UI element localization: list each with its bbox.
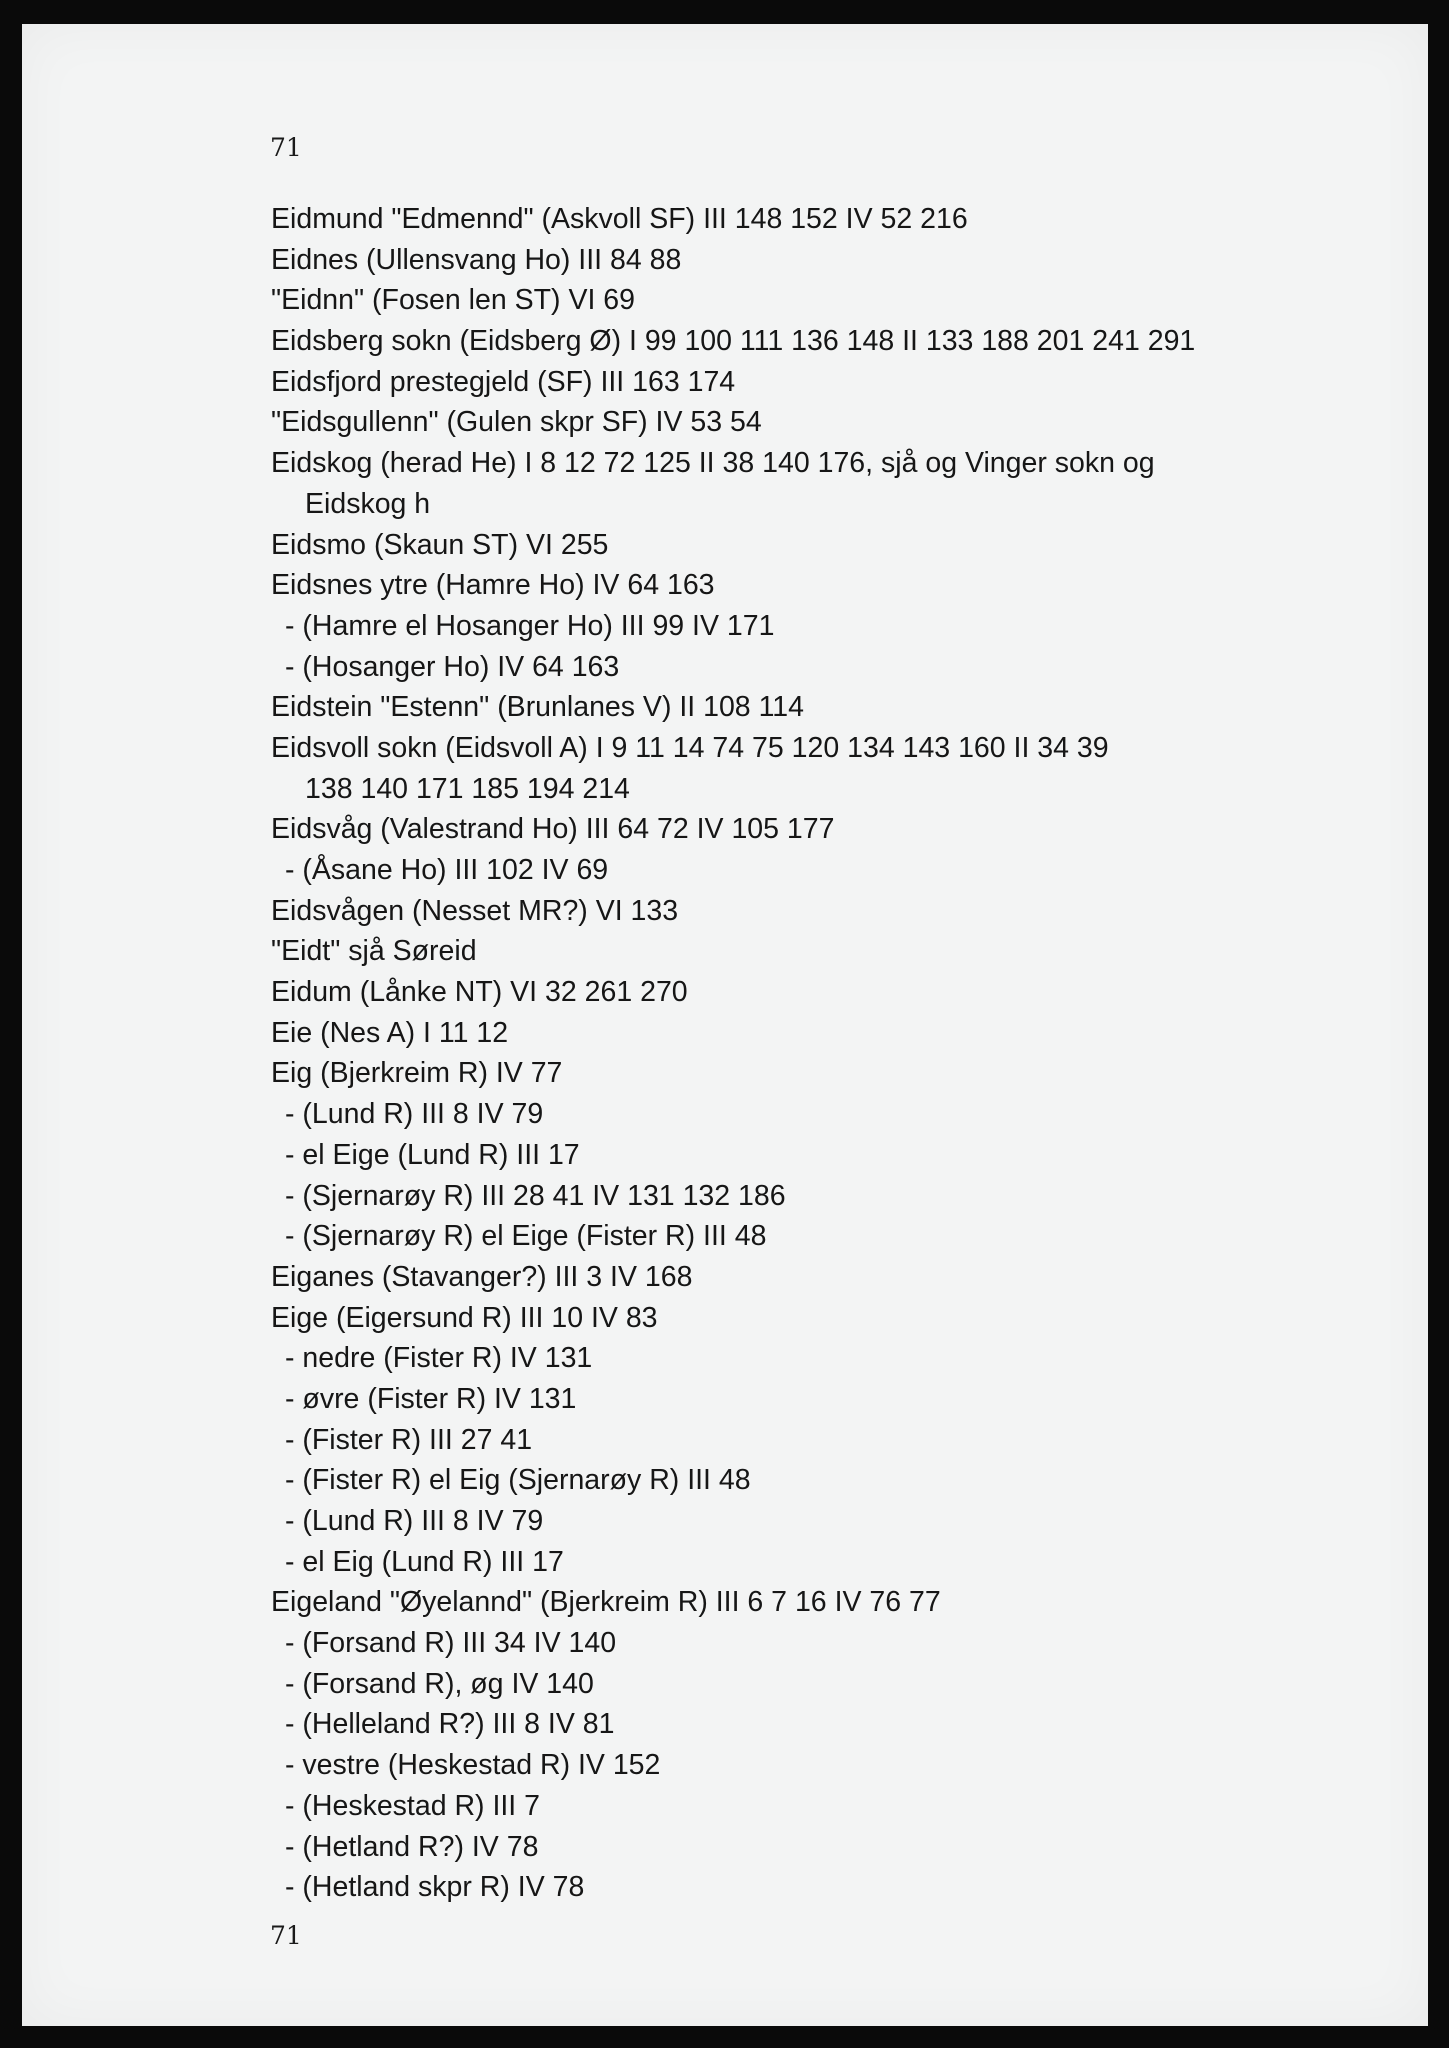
index-entry-continuation: 138 140 171 185 194 214 [305,772,630,805]
index-subentry: - (Fister R) el Eig (Sjernarøy R) III 48 [285,1464,751,1497]
index-subentry: - vestre (Heskestad R) IV 152 [285,1749,661,1782]
index-entry: Eidum (Lånke NT) VI 32 261 270 [271,976,688,1009]
index-entry: Eidsfjord prestegjeld (SF) III 163 174 [271,365,736,398]
index-subentry: - (Hosanger Ho) IV 64 163 [285,650,620,683]
index-subentry: - el Eige (Lund R) III 17 [285,1138,580,1171]
index-entry-list [271,199,1321,1908]
index-entry: Eige (Eigersund R) III 10 IV 83 [271,1301,658,1334]
index-entry: "Eidsgullenn" (Gulen skpr SF) IV 53 54 [271,406,762,439]
index-entry-continuation: Eidskog h [305,487,431,520]
page-number-bottom: 71 [270,1921,302,1950]
index-entry: Eidsvoll sokn (Eidsvoll A) I 9 11 14 74 75 120 134 143 160 II 34 39 [271,731,1109,764]
index-subentry: - (Åsane Ho) III 102 IV 69 [285,854,609,886]
index-entry: Eig (Bjerkreim R) IV 77 [271,1057,563,1090]
index-entry: Eidsnes ytre (Hamre Ho) IV 64 163 [271,569,715,602]
index-subentry: - nedre (Fister R) IV 131 [285,1342,593,1375]
index-entry: Eidsberg sokn (Eidsberg Ø) I 99 100 111 136 148 II 133 188 201 241 291 [271,325,1196,358]
index-entry: Eigeland "Øyelannd" (Bjerkreim R) III 6 7 16 IV 76 77 [271,1586,941,1619]
index-subentry: - (Lund R) III 8 IV 79 [285,1098,544,1131]
index-subentry: - (Sjernarøy R) III 28 41 IV 131 132 186 [285,1179,786,1212]
index-subentry: - (Forsand R) III 34 IV 140 [285,1627,617,1660]
index-subentry: - (Hetland skpr R) IV 78 [285,1871,585,1904]
index-entry: Eidnes (Ullensvang Ho) III 84 88 [271,243,682,276]
index-subentry: - el Eig (Lund R) III 17 [285,1545,564,1578]
index-entry: Eidsvåg (Valestrand Ho) III 64 72 IV 105 177 [271,813,835,846]
index-subentry: - (Forsand R), øg IV 140 [285,1667,594,1700]
index-entry: Eidmund "Edmennd" (Askvoll SF) III 148 152 IV 52 216 [271,203,968,235]
index-entry: Eidstein "Estenn" (Brunlanes V) II 108 114 [271,691,805,724]
index-subentry: - øvre (Fister R) IV 131 [285,1382,577,1415]
index-entry: "Eidt" sjå Søreid [271,935,477,968]
index-entry: "Eidnn" (Fosen len ST) VI 69 [271,284,635,317]
index-subentry: - (Helleland R?) III 8 IV 81 [285,1708,615,1741]
page-number-top: 71 [270,133,302,162]
index-subentry: - (Fister R) III 27 41 [285,1423,533,1456]
index-entry: Eidskog (herad He) I 8 12 72 125 II 38 140 176, sjå og Vinger sokn og [271,447,1155,480]
index-subentry: - (Hetland R?) IV 78 [285,1830,539,1863]
index-entry: Eiganes (Stavanger?) III 3 IV 168 [271,1260,693,1293]
index-subentry: - (Lund R) III 8 IV 79 [285,1505,544,1537]
index-subentry: - (Sjernarøy R) el Eige (Fister R) III 48 [285,1220,767,1253]
index-entry: Eidsvågen (Nesset MR?) VI 133 [271,894,679,927]
index-entry: Eidsmo (Skaun ST) VI 255 [271,528,609,561]
index-entry: Eie (Nes A) I 11 12 [271,1016,509,1049]
index-subentry: - (Heskestad R) III 7 [285,1789,540,1822]
index-subentry: - (Hamre el Hosanger Ho) III 99 IV 171 [285,609,775,642]
